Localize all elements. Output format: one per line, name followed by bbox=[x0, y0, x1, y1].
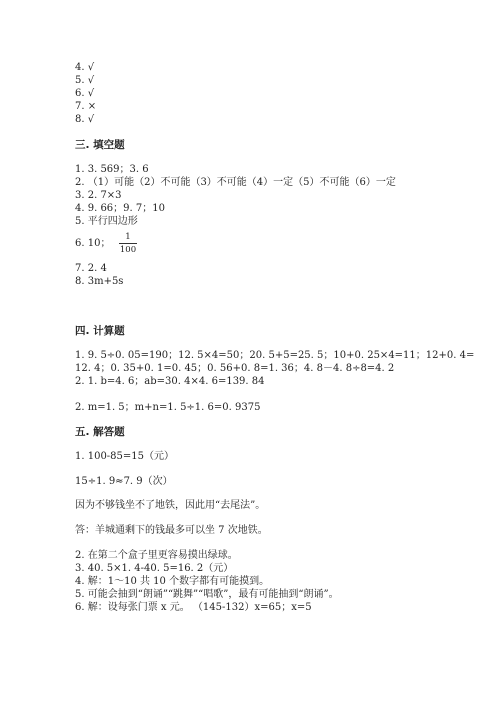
solution-line-5: 2. 在第二个盒子里更容易摸出绿球。 bbox=[75, 550, 238, 561]
calc-answer-2b: 2. m=1. 5；m+n=1. 5÷1. 6=0. 9375 bbox=[75, 402, 261, 413]
tf-answer-6: 6. √ bbox=[75, 88, 95, 99]
calc-answer-1b: 12. 4；0. 35+0. 1=0. 45；0. 56+0. 8=1. 36；4. 8－4. 8÷8=4. 2 bbox=[75, 363, 395, 374]
tf-answer-7: 7. × bbox=[75, 101, 97, 112]
solution-line-8: 5. 可能会抽到“朗诵”“跳舞”“唱歌”，最有可能抽到“朗诵”。 bbox=[75, 589, 339, 600]
section-heading-solutions: 五. 解答题 bbox=[75, 426, 125, 438]
tf-answer-5: 5. √ bbox=[75, 75, 95, 86]
fill-answer-2: 2. （1）可能（2）不可能（3）不可能（4）一定（5）不可能（6）一定 bbox=[75, 177, 396, 188]
calc-answer-2a: 2. 1. b=4. 6；ab=30. 4×4. 6=139. 84 bbox=[75, 376, 265, 387]
fraction bbox=[119, 232, 137, 255]
fill-answer-5: 5. 平行四边形 bbox=[75, 216, 138, 227]
section-heading-calculation: 四. 计算题 bbox=[75, 325, 125, 337]
calc-answer-1a: 1. 9. 5÷0. 05=190；12. 5×4=50；20. 5+5=25. 5；10+0. 25×4=11；12+0. 4= bbox=[75, 350, 475, 361]
fill-answer-3: 3. 2. 7×3 bbox=[75, 190, 122, 201]
fraction-denominator: 100 bbox=[119, 245, 137, 255]
solution-line-4: 答：羊城通剩下的钱最多可以坐 7 次地铁。 bbox=[75, 525, 268, 536]
fill-answer-8: 8. 3m+5s bbox=[75, 276, 124, 287]
fraction-bar bbox=[119, 243, 137, 244]
fill-answer-1: 1. 3. 569；3. 6 bbox=[75, 164, 149, 175]
solution-line-6: 3. 40. 5×1. 4-40. 5=16. 2（元） bbox=[75, 563, 234, 574]
solution-line-3: 因为不够钱坐不了地铁，因此用“去尾法”。 bbox=[75, 500, 266, 511]
solution-line-7: 4. 解：1～10 共 10 个数字都有可能摸到。 bbox=[75, 576, 270, 587]
tf-answer-4: 4. √ bbox=[75, 62, 95, 73]
fraction-numerator: 1 bbox=[125, 232, 131, 242]
solution-line-2: 15÷1. 9≈7. 9（次） bbox=[75, 476, 173, 487]
fill-answer-4: 4. 9. 66；9. 7；10 bbox=[75, 203, 165, 214]
fill-answer-6: 6. 10； bbox=[75, 238, 111, 249]
tf-answer-8: 8. √ bbox=[75, 114, 95, 125]
section-heading-fill-blank: 三. 填空题 bbox=[75, 139, 125, 151]
solution-line-9: 6. 解：设每张门票 x 元。 （145-132）x=65；x=5 bbox=[75, 602, 312, 613]
solution-line-1: 1. 100-85=15（元） bbox=[75, 451, 175, 462]
fill-answer-7: 7. 2. 4 bbox=[75, 263, 107, 274]
